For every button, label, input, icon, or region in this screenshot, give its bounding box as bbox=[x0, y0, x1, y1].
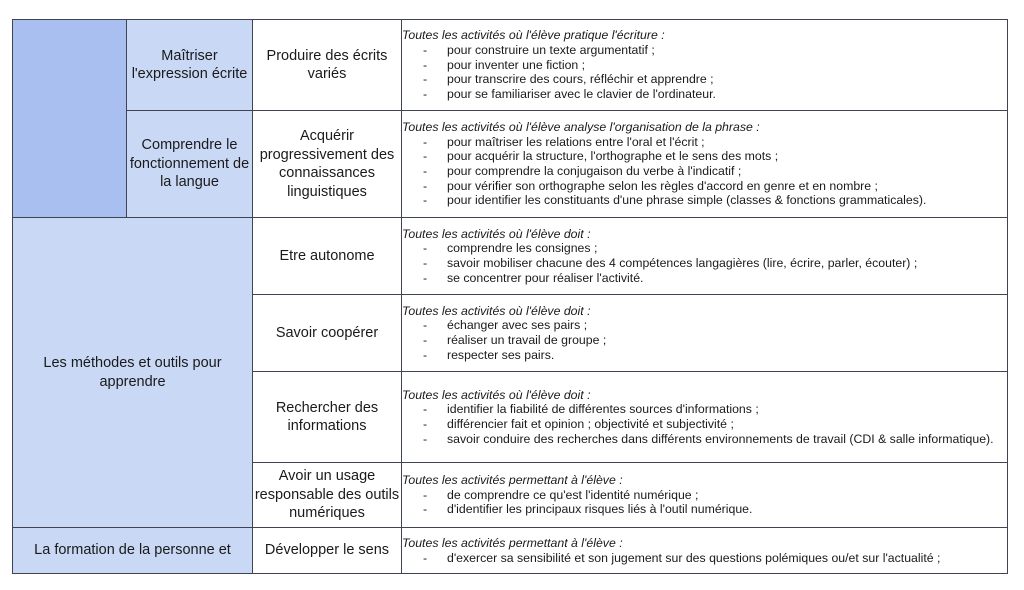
table-row bbox=[13, 218, 1008, 295]
list-item: - réaliser un travail de groupe ; bbox=[420, 333, 1007, 348]
list-item: - pour transcrire des cours, réfléchir et apprendre ; bbox=[420, 72, 1007, 87]
activities-list bbox=[402, 241, 1007, 285]
competence-cell: Avoir un usage responsable des outils numériques bbox=[253, 463, 402, 528]
activities-intro: Toutes les activités où l'élève doit : bbox=[402, 387, 591, 402]
subdomain-cell: Maîtriser l'expression écrite bbox=[127, 20, 253, 111]
list-item: - échanger avec ses pairs ; bbox=[420, 318, 1007, 333]
table-row bbox=[13, 528, 1008, 574]
list-item: - pour inventer une fiction ; bbox=[420, 58, 1007, 73]
activities-list bbox=[402, 488, 1007, 517]
competence-cell: Acquérir progressivement des connaissances linguistiques bbox=[253, 111, 402, 218]
list-item: - se concentrer pour réaliser l'activité. bbox=[420, 271, 1007, 286]
list-item: - pour se familiariser avec le clavier de l'ordinateur. bbox=[420, 87, 1007, 102]
list-item: - pour vérifier son orthographe selon les règles d'accord en genre et en nombre ; bbox=[420, 179, 1007, 194]
activities-intro: Toutes les activités où l'élève analyse l'organisation de la phrase : bbox=[402, 119, 760, 134]
activities-cell bbox=[402, 463, 1008, 528]
activities-cell bbox=[402, 372, 1008, 463]
list-item: - savoir conduire des recherches dans différents environnements de travail (CDI & salle informatique). bbox=[420, 432, 1007, 447]
list-item: - identifier la fiabilité de différentes sources d'informations ; bbox=[420, 402, 1007, 417]
list-item: - d'exercer sa sensibilité et son jugement sur des questions polémiques ou/et sur l'actualité ; bbox=[420, 551, 1007, 566]
activities-list bbox=[402, 402, 1007, 446]
list-item: - pour comprendre la conjugaison du verbe à l'indicatif ; bbox=[420, 164, 1007, 179]
activities-cell bbox=[402, 218, 1008, 295]
activities-intro: Toutes les activités permettant à l'élève : bbox=[402, 535, 623, 550]
list-item: - de comprendre ce qu'est l'identité numérique ; bbox=[420, 488, 1007, 503]
activities-intro: Toutes les activités permettant à l'élève : bbox=[402, 472, 623, 487]
competence-cell: Développer le sens bbox=[253, 528, 402, 574]
activities-list bbox=[402, 551, 1007, 566]
list-item: - comprendre les consignes ; bbox=[420, 241, 1007, 256]
domain-cell-empty bbox=[13, 20, 127, 218]
activities-intro: Toutes les activités où l'élève doit : bbox=[402, 303, 591, 318]
list-item: - pour construire un texte argumentatif ; bbox=[420, 43, 1007, 58]
competence-cell: Etre autonome bbox=[253, 218, 402, 295]
activities-cell bbox=[402, 295, 1008, 372]
activities-list bbox=[402, 318, 1007, 362]
activities-intro: Toutes les activités où l'élève pratique l'écriture : bbox=[402, 28, 665, 43]
activities-cell bbox=[402, 20, 1008, 111]
list-item: - pour maîtriser les relations entre l'oral et l'écrit ; bbox=[420, 135, 1007, 150]
table-row bbox=[13, 20, 1008, 111]
subdomain-cell: Comprendre le fonctionnement de la langue bbox=[127, 111, 253, 218]
activities-cell bbox=[402, 528, 1008, 574]
domain-cell: Les méthodes et outils pour apprendre bbox=[13, 218, 253, 528]
table-row bbox=[13, 111, 1008, 218]
activities-cell bbox=[402, 111, 1008, 218]
competence-cell: Produire des écrits variés bbox=[253, 20, 402, 111]
list-item: - respecter ses pairs. bbox=[420, 348, 1007, 363]
list-item: - différencier fait et opinion ; objectivité et subjectivité ; bbox=[420, 417, 1007, 432]
list-item: - pour acquérir la structure, l'orthographe et le sens des mots ; bbox=[420, 149, 1007, 164]
competence-cell: Savoir coopérer bbox=[253, 295, 402, 372]
activities-list bbox=[402, 135, 1007, 209]
list-item: - d'identifier les principaux risques liés à l'outil numérique. bbox=[420, 502, 1007, 517]
list-item: - savoir mobiliser chacune des 4 compétences langagières (lire, écrire, parler, écouter) ; bbox=[420, 256, 1007, 271]
competence-cell: Rechercher des informations bbox=[253, 372, 402, 463]
activities-intro: Toutes les activités où l'élève doit : bbox=[402, 226, 591, 241]
activities-list bbox=[402, 43, 1007, 102]
domain-cell: La formation de la personne et bbox=[13, 528, 253, 574]
list-item: - pour identifier les constituants d'une phrase simple (classes & fonctions grammaticales). bbox=[420, 193, 1007, 208]
competencies-table bbox=[12, 19, 1008, 574]
